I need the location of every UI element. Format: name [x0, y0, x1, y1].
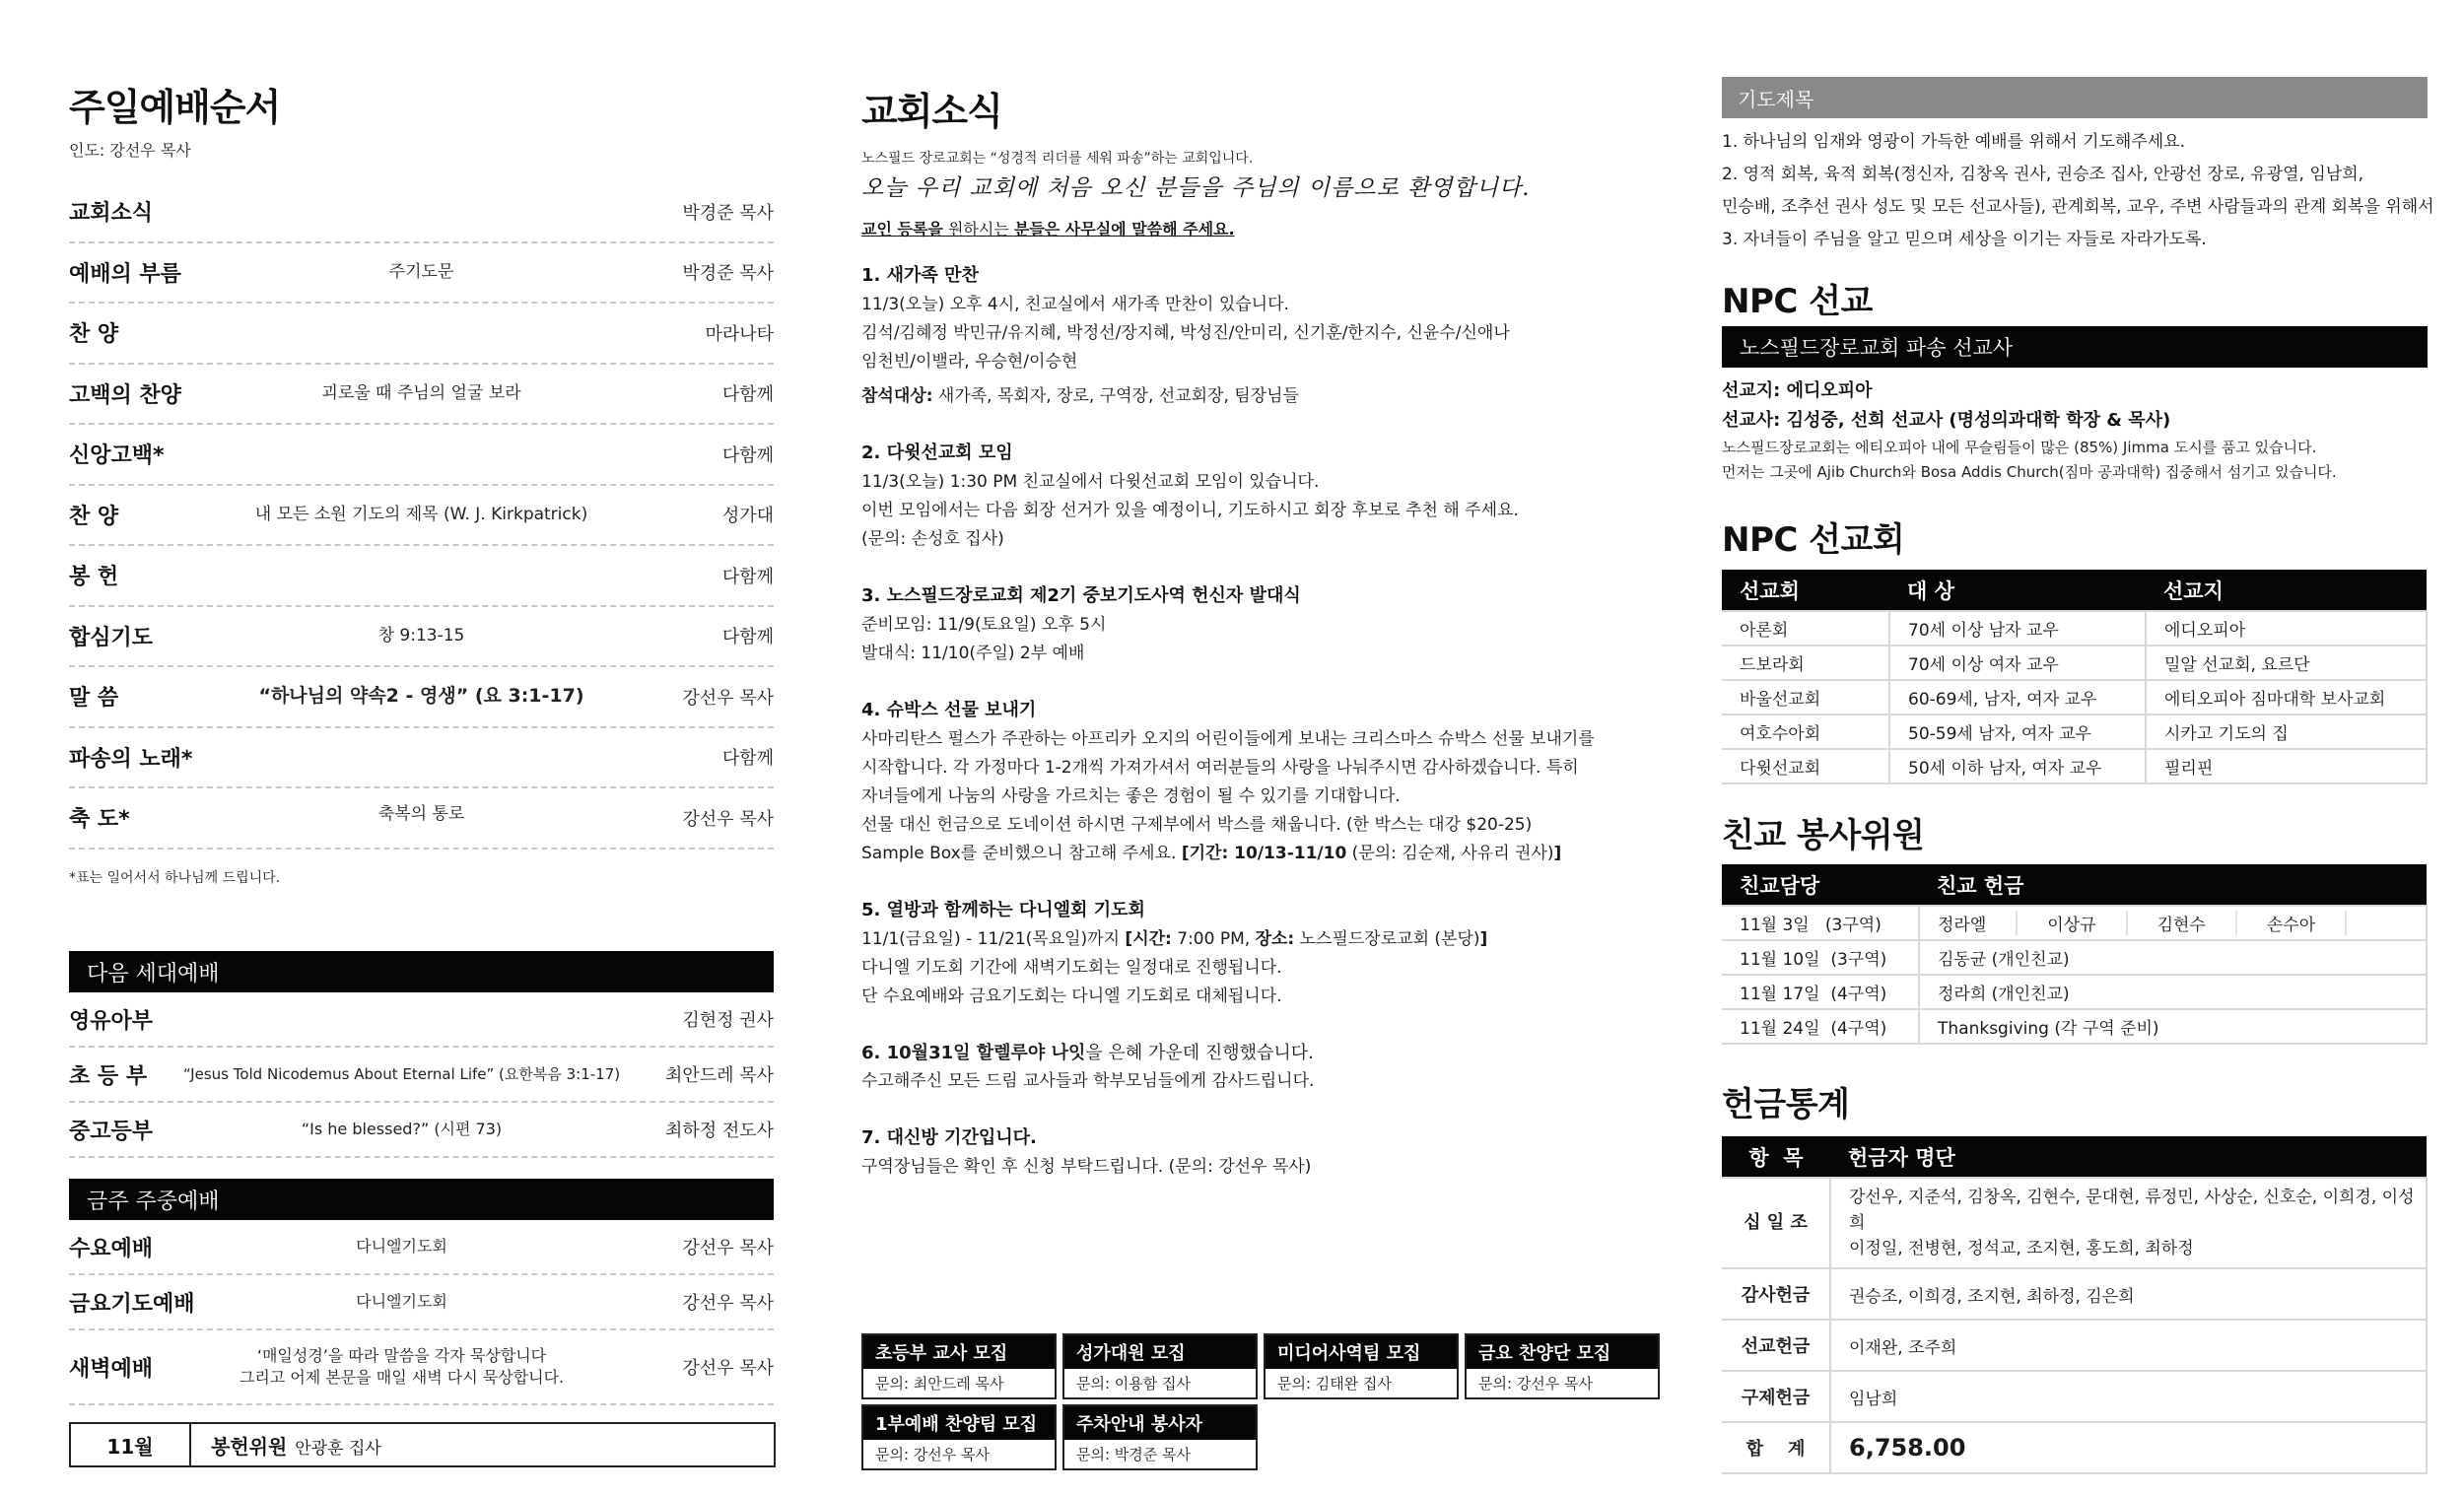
order-row: [69, 607, 774, 668]
donor-line: 이정일, 전병현, 정석교, 조지현, 홍도희, 최하정: [1849, 1239, 2194, 1258]
news-item: [861, 439, 1670, 554]
fellowship-date: 11월 3일 (3구역): [1722, 906, 1919, 940]
news-title: [861, 1039, 1670, 1067]
committee-member: 안광훈 집사: [295, 1438, 381, 1459]
order-content: 내 모든 소원 기도의 제목 (W. J. Kirkpatrick): [254, 505, 588, 525]
offering-type: 감사헌금: [1722, 1268, 1830, 1320]
table-header-row: [1722, 1136, 2427, 1178]
table-cell: 50-59세 남자, 여자 교우: [1889, 714, 2146, 749]
service-content: 다니엘기도회: [356, 1292, 447, 1312]
offering-total: 6,758.00: [1830, 1422, 2427, 1473]
offering-table: [1722, 1136, 2428, 1474]
news-item: [861, 1123, 1670, 1182]
recruit-box: [1465, 1333, 1660, 1399]
news-line: 선물 대신 헌금으로 도네이션 하시면 구제부에서 박스를 채웁니다. (한 박스는 대강 $20-25): [861, 815, 1533, 835]
offering-donors: 이재완, 조주희: [1830, 1320, 2427, 1371]
order-row: [69, 182, 774, 243]
bracket: ]: [1479, 929, 1488, 949]
news-item: [861, 696, 1670, 868]
table-row: [1722, 680, 2427, 714]
order-row: [69, 546, 774, 607]
news-line: 11/3(오늘) 1:30 PM 친교실에서 다윗선교회 모임이 있습니다.: [861, 472, 1320, 492]
prayer-item: 민승배, 조추선 권사 성도 및 모든 선교사들), 관계회복, 교우, 주변 사람들과의 관계 회복을 위해서: [1722, 197, 2434, 217]
mission-field: 선교지: 에디오피아: [1722, 380, 1873, 401]
prayer-topics-list: [1722, 126, 2434, 256]
order-label: 찬 양: [69, 504, 119, 529]
news-line: 시작합니다. 각 가정마다 1-2개씩 가져가셔서 여러분들의 사랑을 나눠주시면 감사하겠습니다. 특히: [861, 758, 1579, 778]
column-header: 항 목: [1722, 1136, 1830, 1178]
table-cell: 70세 이상 남자 교우: [1889, 611, 2146, 646]
recruit-contact: 문의: 박경준 목사: [1076, 1446, 1192, 1463]
missionary-name: 선교사: 김성중, 선희 선교사 (명성의과대학 학장 & 목사): [1722, 410, 2171, 431]
news-text: 11/1(금요일) - 11/21(목요일)까지: [861, 929, 1126, 949]
news-line: 준비모임: 11/9(토요일) 오후 5시: [861, 615, 1107, 635]
registration-text: 교인 등록을: [861, 220, 943, 238]
recruit-title: 금요 찬양단 모집: [1467, 1335, 1658, 1369]
table-row: [1722, 611, 2427, 646]
table-header-row: [1722, 864, 2427, 906]
order-label: 말 씀: [69, 686, 119, 712]
place-label: 장소:: [1255, 929, 1295, 949]
fellowship-date: 11월 17일 (4구역): [1722, 975, 1919, 1009]
weekday-row: [69, 1330, 774, 1405]
column-header: 선교지: [2146, 570, 2427, 611]
sermon-title: “하나님의 약속2 - 영생” (요 3:1-17): [258, 685, 584, 708]
next-gen-row: [69, 1048, 774, 1103]
recruit-title: 주차안내 봉사자: [1064, 1406, 1256, 1440]
attend-label: 참석대상:: [861, 386, 933, 406]
recruit-title: 성가대원 모집: [1064, 1335, 1256, 1369]
fellowship-date: 11월 10일 (3구역): [1722, 940, 1919, 975]
order-content: 괴로울 때 주님의 얼굴 보라: [321, 383, 521, 404]
service-label: 금요기도예배: [69, 1291, 195, 1317]
news-title: 3. 노스필드장로교회 제2기 중보기도사역 헌신자 발대식: [861, 585, 1301, 606]
order-presenter: 다함께: [721, 444, 774, 466]
order-presenter: 다함께: [721, 627, 774, 648]
offering-type: 선교헌금: [1722, 1320, 1830, 1371]
fellowship-table: [1722, 864, 2428, 1045]
npc-groups-table: [1722, 570, 2428, 784]
welcome-message: 오늘 우리 교회에 처음 오신 분들을 주님의 이름으로 환영합니다.: [861, 175, 1531, 201]
table-header-row: [1722, 570, 2427, 611]
offering-donors: 권승조, 이희경, 조지현, 최하정, 김은희: [1830, 1268, 2427, 1320]
weekday-row: [69, 1220, 774, 1275]
recruit-box: [861, 1404, 1057, 1470]
church-motto: 노스필드 장로교회는 “성경적 리더를 세워 파송”하는 교회입니다.: [861, 151, 1254, 167]
table-cell: 바울선교회: [1722, 680, 1889, 714]
table-row: [1722, 1422, 2427, 1473]
dept-leader: 김현정 권사: [682, 1010, 774, 1031]
order-label: 찬 양: [69, 322, 119, 348]
table-row: [1722, 1268, 2427, 1320]
news-line: 다니엘 기도회 기간에 새벽기도회는 일정대로 진행됩니다.: [861, 958, 1282, 978]
dept-topic: “Jesus Told Nicodemus About Eternal Life” (요한복음 3:1-17): [182, 1064, 621, 1083]
service-label: 수요예배: [69, 1236, 154, 1261]
news-line: 사마리탄스 펄스가 주관하는 아프리카 오지의 어린이들에게 보내는 크리스마스 슈박스 선물 보내기를: [861, 729, 1595, 749]
news-item: [861, 1039, 1670, 1096]
news-text: 7:00 PM,: [1171, 929, 1256, 949]
npc-groups-title: NPC 선교회: [1722, 520, 1905, 560]
prayer-item: 3. 자녀들이 주님을 알고 믿으며 세상을 이기는 자들로 자라가도록.: [1722, 230, 2207, 249]
news-line: 임천빈/이밸라, 우승현/이승현: [861, 352, 1078, 372]
order-label: 교회소식: [69, 201, 154, 227]
table-cell: 다윗선교회: [1722, 749, 1889, 783]
news-line: 김석/김혜정 박민규/유지혜, 박정선/장지혜, 박성진/안미리, 신기훈/한지수, 신윤수/신애나: [861, 323, 1510, 343]
order-label: 신앙고백*: [69, 443, 165, 469]
missionary-info: [1722, 376, 2337, 485]
recruit-title: 초등부 교사 모집: [863, 1335, 1055, 1369]
service-label: 새벽예배: [69, 1356, 154, 1382]
recruit-contact: 문의: 이용함 집사: [1076, 1375, 1192, 1393]
table-row: [1722, 646, 2427, 680]
news-title: 7. 대신방 기간입니다.: [861, 1127, 1037, 1148]
committee-info: [191, 1431, 381, 1460]
next-gen-row: [69, 1103, 774, 1158]
committee-month: 11월: [71, 1424, 191, 1465]
dept-leader: 최하정 전도사: [664, 1121, 774, 1141]
news-list: [861, 261, 1670, 1209]
news-text: Sample Box를 준비했으니 참고해 주세요.: [861, 844, 1182, 863]
recruitment-boxes: [861, 1333, 1670, 1470]
mission-description: 노스필드장로교회는 에티오피아 내에 무슬림들이 많은 (85%) Jimma 도시를 품고 있습니다.: [1722, 439, 2317, 456]
order-content: 창 9:13-15: [377, 626, 465, 646]
dawn-note-line: ‘매일성경’을 따라 말씀을 각자 묵상합니다: [256, 1346, 547, 1366]
weekday-worship-section: [69, 1179, 774, 1405]
dept-label: 초 등 부: [69, 1063, 148, 1089]
offering-donors: 임남희: [1830, 1371, 2427, 1422]
column-header: 헌금자 명단: [1830, 1136, 2427, 1178]
news-line: (문의: 손성호 집사): [861, 529, 1004, 549]
dept-label: 중고등부: [69, 1119, 154, 1144]
fellowship-names: 정라희 (개인친교): [1919, 975, 2427, 1009]
news-line: 구역장님들은 확인 후 신청 부탁드립니다. (문의: 강선우 목사): [861, 1157, 1312, 1177]
worship-order-list: [69, 182, 774, 850]
table-cell: 50세 이하 남자, 여자 교우: [1889, 749, 2146, 783]
bracket: ]: [1553, 844, 1562, 863]
news-line: [861, 925, 1670, 954]
recruit-title: 1부예배 찬양팀 모집: [863, 1406, 1055, 1440]
offering-type: 구제헌금: [1722, 1371, 1830, 1422]
order-label: 예배의 부름: [69, 261, 181, 287]
table-cell: 여호수아회: [1722, 714, 1889, 749]
news-text: 노스필드장로교회 (본당): [1294, 929, 1480, 949]
service-leader: 강선우 목사: [682, 1293, 774, 1314]
volunteer-name: 손수아: [2267, 911, 2347, 935]
order-row: [69, 486, 774, 547]
column-header: 친교 헌금: [1919, 864, 2427, 906]
order-label: 고백의 찬양: [69, 382, 181, 408]
order-row: [69, 243, 774, 305]
table-row: [1722, 1178, 2427, 1268]
next-gen-row: [69, 992, 774, 1048]
news-title: 5. 열방과 함께하는 다니엘회 기도회: [861, 900, 1145, 920]
news-item: [861, 581, 1670, 668]
service-content: 다니엘기도회: [356, 1237, 447, 1257]
order-label: 합심기도: [69, 625, 154, 650]
news-line: 수고해주신 모든 드림 교사들과 학부모님들에게 감사드립니다.: [861, 1071, 1315, 1091]
next-generation-section: [69, 951, 774, 1158]
weekday-worship-header: 금주 주중예배: [69, 1179, 774, 1220]
service-leader: 강선우 목사: [682, 1358, 774, 1379]
worship-leader: 인도: 강선우 목사: [69, 141, 191, 160]
news-title: 4. 슈박스 선물 보내기: [861, 700, 1037, 720]
next-generation-header: 다음 세대예배: [69, 951, 774, 992]
table-row: [1722, 749, 2427, 783]
fellowship-names: [1919, 906, 2427, 940]
news-line: [861, 382, 1670, 411]
table-row: [1722, 906, 2427, 940]
column-header: 친교담당: [1722, 864, 1919, 906]
total-label: 합 계: [1722, 1422, 1830, 1473]
service-leader: 강선우 목사: [682, 1238, 774, 1258]
recruit-title: 미디어사역팀 모집: [1266, 1335, 1457, 1369]
recruit-box: [1062, 1333, 1258, 1399]
recruit-box: [1264, 1333, 1459, 1399]
news-line: 단 수요예배와 금요기도회는 다니엘 기도회로 대체됩니다.: [861, 986, 1282, 1006]
order-content: 축복의 통로: [377, 803, 465, 824]
registration-text: 분들은 사무실에 말씀해 주세요.: [1013, 220, 1235, 238]
donor-line: 강선우, 지준석, 김창옥, 김현수, 문대현, 류정민, 사상순, 신호순, 이희경, 이성희: [1849, 1188, 2415, 1233]
order-row: [69, 304, 774, 365]
recruit-contact: 문의: 강선우 목사: [875, 1446, 991, 1463]
news-line: 이번 모임에서는 다음 회장 선거가 있을 예정이니, 기도하시고 회장 후보로 추천 해 주세요.: [861, 501, 1519, 520]
news-title: 2. 다윗선교회 모임: [861, 442, 1013, 463]
fellowship-names: Thanksgiving (각 구역 준비): [1919, 1009, 2427, 1044]
committee-role: 봉헌위원: [211, 1434, 288, 1459]
offering-donors: [1830, 1178, 2427, 1268]
npc-mission-title: NPC 선교: [1722, 282, 1873, 321]
news-text: (문의: 김순재, 사유리 권사): [1346, 844, 1554, 863]
order-row: [69, 788, 774, 850]
news-text: 을 은혜 가운데 진행했습니다.: [1085, 1043, 1314, 1063]
recruit-contact: 문의: 강선우 목사: [1478, 1375, 1594, 1393]
table-cell: 드보라회: [1722, 646, 1889, 680]
fellowship-date: 11월 24일 (4구역): [1722, 1009, 1919, 1044]
offering-committee-box: [69, 1422, 776, 1467]
news-line: 자녀들에게 나눔의 사랑을 가르치는 좋은 경험이 될 수 있기를 기대합니다.: [861, 786, 1401, 806]
order-row: [69, 425, 774, 486]
order-presenter: 다함께: [721, 566, 774, 587]
weekday-row: [69, 1275, 774, 1330]
order-presenter: 강선우 목사: [682, 687, 774, 709]
order-presenter: 다함께: [721, 384, 774, 406]
news-line: 발대식: 11/10(주일) 2부 예배: [861, 644, 1085, 663]
event-name: 6. 10월31일 할렐루야 나잇: [861, 1043, 1086, 1063]
order-label: 파송의 노래*: [69, 746, 193, 772]
service-content: [158, 1345, 646, 1388]
order-row: [69, 728, 774, 789]
news-title: 1. 새가족 만찬: [861, 265, 979, 286]
dept-label: 영유아부: [69, 1008, 154, 1034]
period-label: [기간: 10/13-11/10: [1181, 844, 1347, 863]
order-presenter: 다함께: [721, 748, 774, 770]
standing-footnote: *표는 일어서서 하나님께 드립니다.: [69, 870, 281, 886]
order-row: [69, 365, 774, 426]
fellowship-volunteers-title: 친교 봉사위원: [1722, 816, 1925, 855]
fellowship-names: 김동균 (개인친교): [1919, 940, 2427, 975]
prayer-topics-header: 기도제목: [1722, 77, 2428, 118]
table-cell: 에디오피아: [2146, 611, 2427, 646]
table-cell: 필리핀: [2146, 749, 2427, 783]
registration-note: [861, 217, 1235, 239]
order-label: 축 도*: [69, 807, 130, 833]
order-presenter: 마라나타: [705, 323, 774, 345]
table-cell: 60-69세, 남자, 여자 교우: [1889, 680, 2146, 714]
registration-text: 원하시는: [942, 220, 1014, 238]
table-row: [1722, 714, 2427, 749]
dept-leader: 최안드레 목사: [664, 1065, 774, 1086]
order-presenter: 박경준 목사: [682, 263, 774, 285]
sent-missionary-header: 노스필드장로교회 파송 선교사: [1722, 326, 2428, 368]
offering-stats-title: 헌금통계: [1722, 1085, 1850, 1124]
time-label: [시간:: [1125, 929, 1172, 949]
prayer-item: 2. 영적 회복, 육적 회복(정신자, 김창옥 권사, 권승조 집사, 안광선 장로, 유광열, 임남희,: [1722, 165, 2364, 184]
table-cell: 70세 이상 여자 교우: [1889, 646, 2146, 680]
column-header: 대 상: [1889, 570, 2146, 611]
dept-topic: “Is he blessed?” (시편 73): [301, 1120, 503, 1139]
table-cell: 밀알 선교회, 요르단: [2146, 646, 2427, 680]
order-presenter: 박경준 목사: [682, 202, 774, 224]
table-cell: 아론회: [1722, 611, 1889, 646]
volunteer-name: 이상규: [2047, 911, 2127, 935]
dawn-note-line: 그리고 어제 본문을 매일 새벽 다시 묵상합니다.: [239, 1368, 565, 1387]
order-content: 주기도문: [388, 262, 454, 283]
volunteer-name: 김현수: [2157, 911, 2237, 935]
offering-type: 십 일 조: [1722, 1178, 1830, 1268]
mission-description: 먼저는 그곳에 Ajib Church와 Bosa Addis Church(짐마 공과대학) 집중해서 섬기고 있습니다.: [1722, 463, 2337, 481]
news-line: [861, 840, 1670, 868]
order-presenter: 강선우 목사: [682, 808, 774, 830]
recruit-box: [861, 1333, 1057, 1399]
recruit-contact: 문의: 김태완 집사: [1277, 1375, 1393, 1393]
news-item: [861, 261, 1670, 411]
attend-list: 새가족, 목회자, 장로, 구역장, 선교회장, 팀장님들: [932, 386, 1299, 406]
table-cell: 시카고 기도의 집: [2146, 714, 2427, 749]
table-row: [1722, 1009, 2427, 1044]
worship-order-title: 주일예배순서: [69, 86, 281, 129]
news-line: 11/3(오늘) 오후 4시, 친교실에서 새가족 만찬이 있습니다.: [861, 295, 1289, 314]
table-row: [1722, 940, 2427, 975]
table-cell: 에티오피아 짐마대학 보사교회: [2146, 680, 2427, 714]
recruit-contact: 문의: 최안드레 목사: [875, 1375, 1004, 1393]
table-row: [1722, 1371, 2427, 1422]
table-row: [1722, 975, 2427, 1009]
order-row: [69, 667, 774, 728]
news-item: [861, 896, 1670, 1011]
recruit-box: [1062, 1404, 1258, 1470]
volunteer-name: 정라엘: [1938, 911, 2018, 935]
order-label: 봉 헌: [69, 565, 119, 590]
church-news-title: 교회소식: [861, 90, 1002, 133]
table-row: [1722, 1320, 2427, 1371]
prayer-item: 1. 하나님의 임재와 영광이 가득한 예배를 위해서 기도해주세요.: [1722, 132, 2185, 152]
column-header: 선교회: [1722, 570, 1889, 611]
order-presenter: 성가대: [721, 506, 774, 527]
